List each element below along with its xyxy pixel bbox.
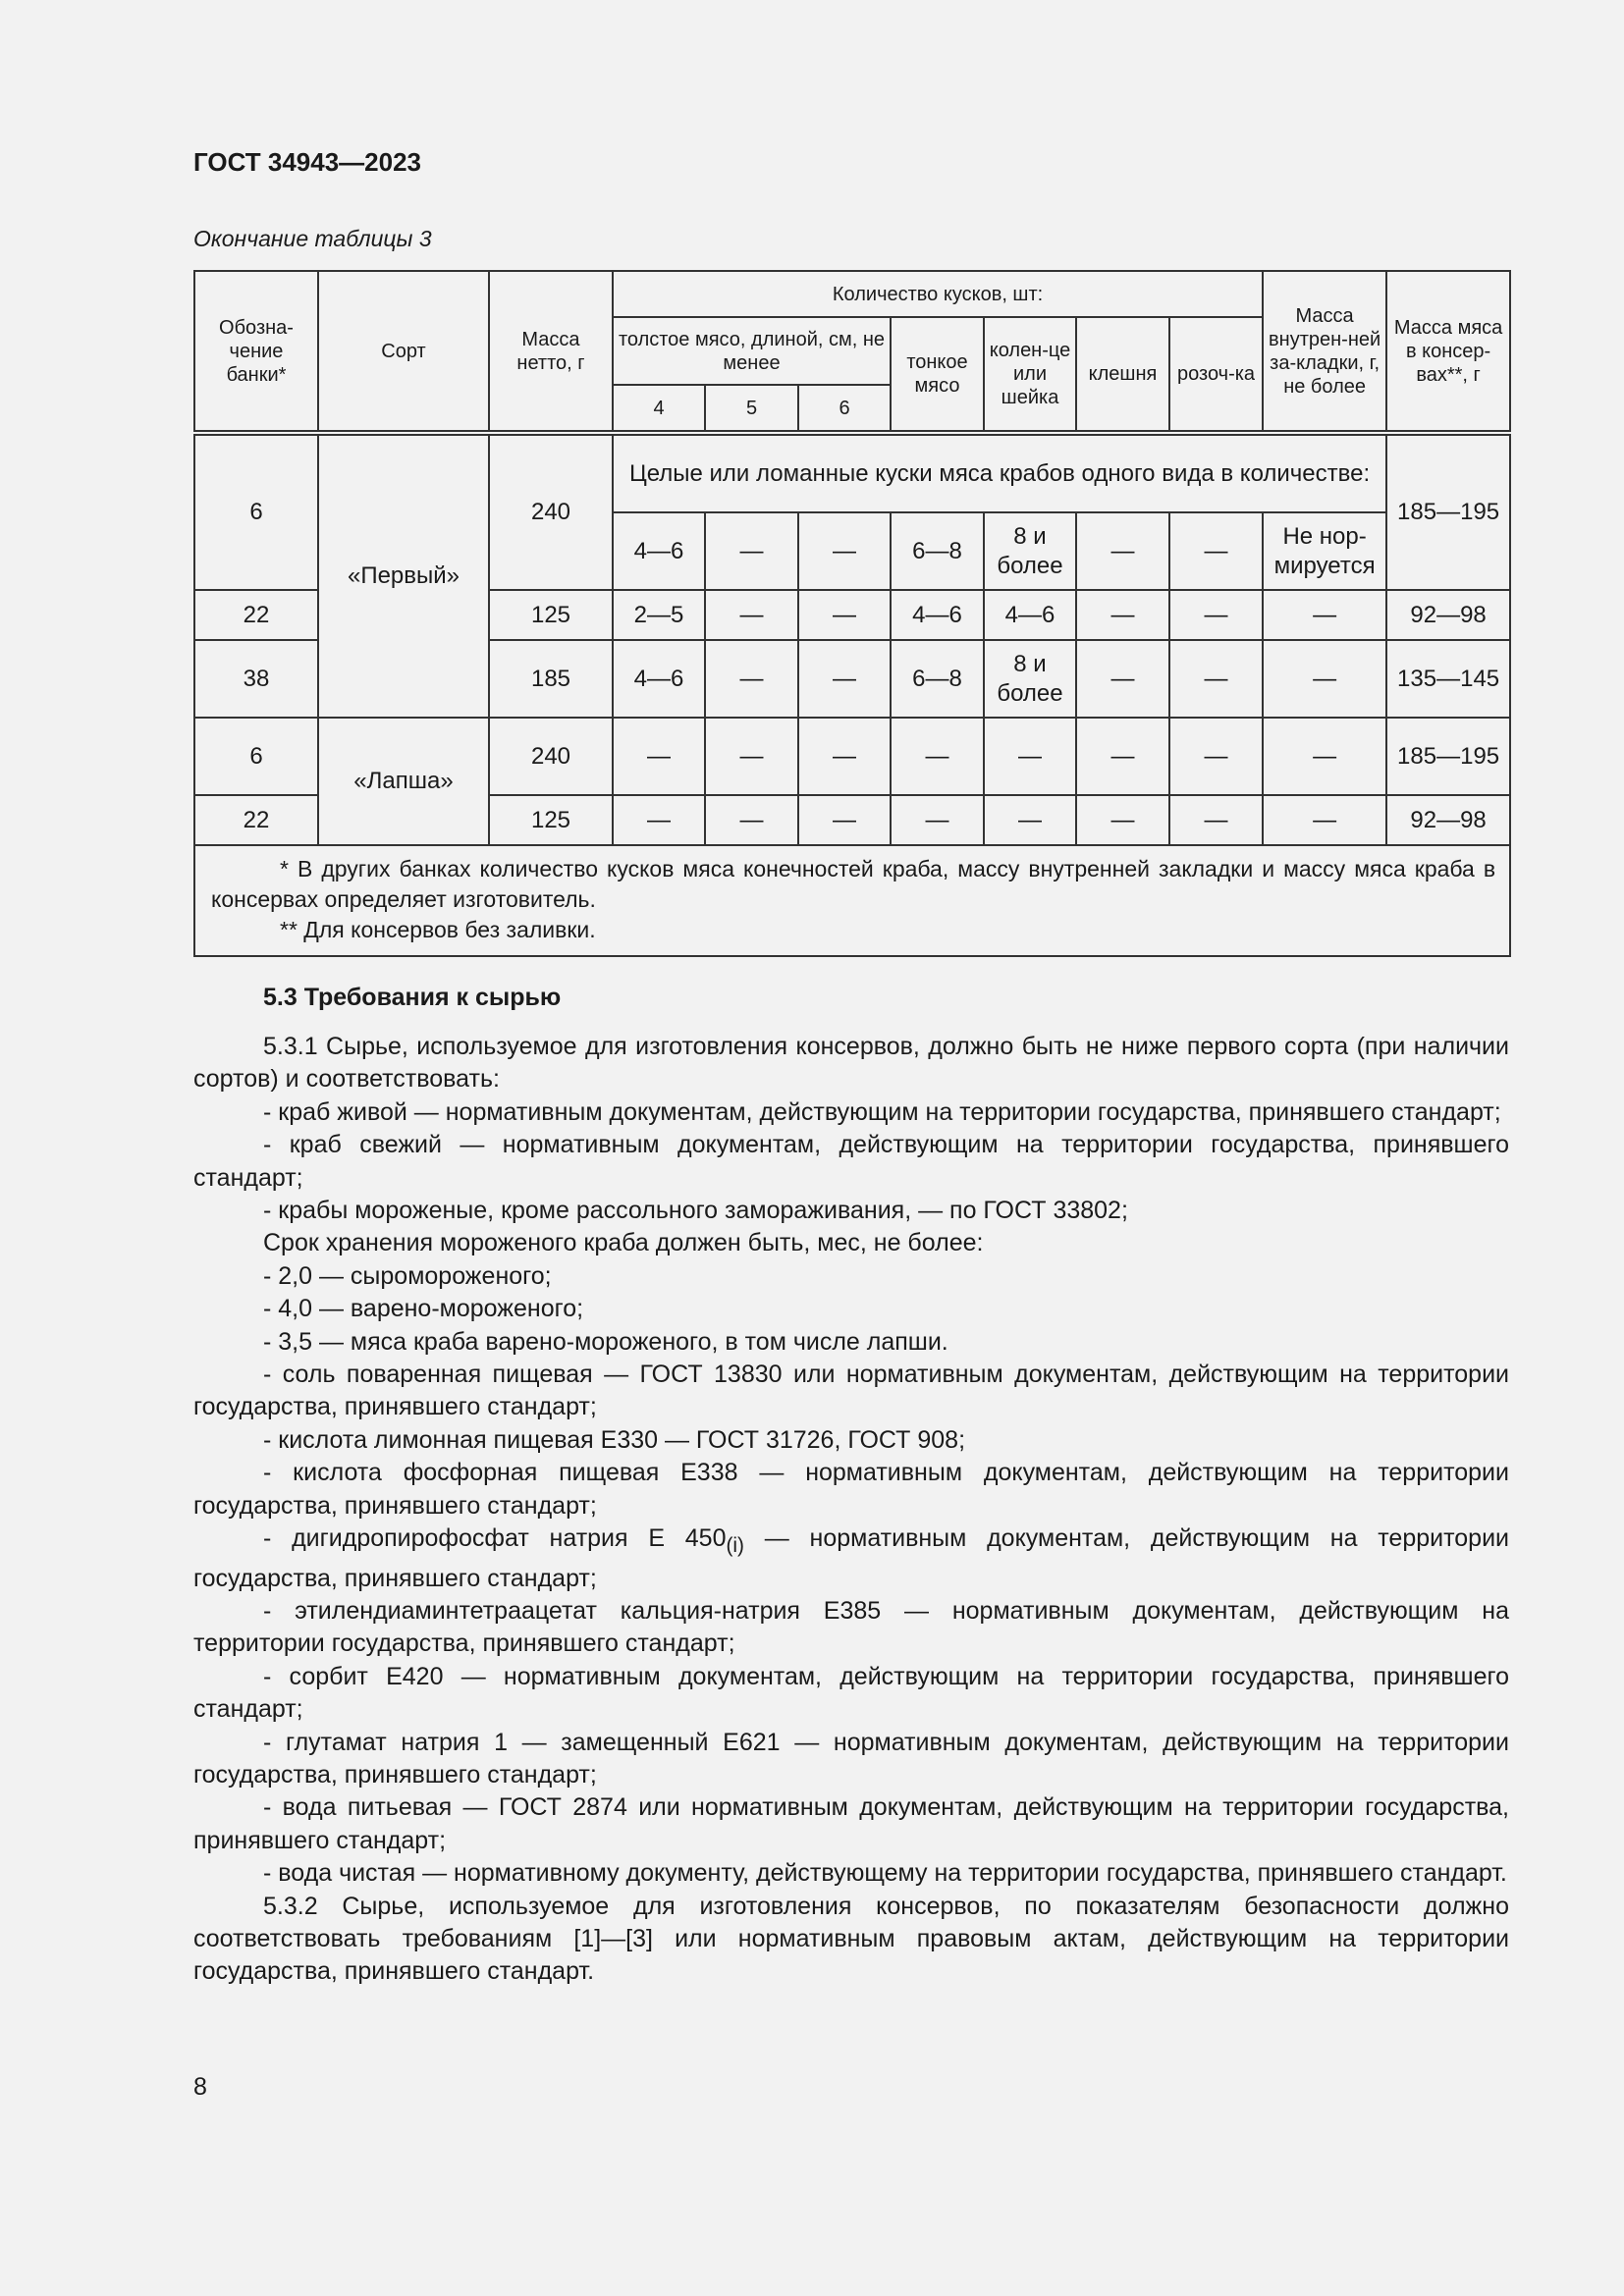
cell-thin: —: [891, 718, 984, 795]
cell-thick-4: 4—6: [613, 640, 705, 718]
cell-meat-mass: 135—145: [1386, 640, 1510, 718]
cell-thick-6: —: [798, 795, 891, 845]
cell-knee: —: [984, 718, 1076, 795]
cell-rose: —: [1169, 640, 1263, 718]
body-text: [193, 1031, 1509, 1989]
e450-subscript: (i): [726, 1534, 744, 1558]
cell-net-mass: 185: [489, 640, 613, 718]
table-note-2: ** Для консервов без заливки.: [280, 917, 596, 942]
paragraph: - краб свежий — нормативным документам, действующим на территории государства, принявшего стандарт;: [193, 1131, 1509, 1192]
cell-insert-mass: —: [1263, 795, 1386, 845]
table-3: [193, 270, 1511, 957]
cell-meat-mass: 185—195: [1386, 718, 1510, 795]
cell-thick-5: —: [705, 512, 798, 590]
table-notes: [194, 845, 1510, 956]
cell-net-mass: 125: [489, 590, 613, 640]
cell-designation: 22: [194, 590, 318, 640]
header-thin-meat: тонкое мясо: [891, 317, 984, 433]
cell-claw: —: [1076, 512, 1169, 590]
paragraph: - вода чистая — нормативному документу, действующему на территории государства, принявшего стандарт.: [263, 1859, 1507, 1888]
paragraph: - этилендиаминтетраацетат кальция-натрия Е385 — нормативным документам, действующим на территории государства, принявшего стандарт;: [193, 1596, 1509, 1658]
cell-insert-mass: —: [1263, 718, 1386, 795]
cell-thick-5: —: [705, 795, 798, 845]
paragraph: - соль поваренная пищевая — ГОСТ 13830 или нормативным документам, действующим на территории государства, принявшего стандарт;: [193, 1361, 1509, 1421]
cell-claw: —: [1076, 718, 1169, 795]
e450-text: - дигидропирофосфат натрия Е 450: [263, 1524, 727, 1553]
paragraph: - 4,0 — варено-мороженого;: [263, 1295, 584, 1323]
paragraph: - кислота фосфорная пищевая Е338 — нормативным документам, действующим на территории государства, принявшего стандарт;: [193, 1459, 1509, 1520]
paragraph: - крабы мороженые, кроме рассольного замораживания, — по ГОСТ 33802;: [263, 1197, 1128, 1225]
cell-claw: —: [1076, 590, 1169, 640]
header-length-6: 6: [798, 385, 891, 433]
header-insert-mass: Масса внутрен-ней за-кладки, г, не более: [1263, 271, 1386, 433]
cell-knee: 8 и более: [984, 512, 1076, 590]
header-claw: клешня: [1076, 317, 1169, 433]
cell-whole-pieces-note: Целые или ломанные куски мяса крабов одного вида в количестве:: [613, 433, 1386, 512]
cell-net-mass: 240: [489, 718, 613, 795]
cell-thin: —: [891, 795, 984, 845]
cell-claw: —: [1076, 640, 1169, 718]
header-thick-meat: толстое мясо, длиной, см, не менее: [613, 317, 891, 385]
cell-thick-6: —: [798, 640, 891, 718]
paragraph: - глутамат натрия 1 — замещенный Е621 — нормативным документам, действующим на территории государства, принявшего стандарт;: [193, 1728, 1509, 1789]
cell-knee: 4—6: [984, 590, 1076, 640]
cell-meat-mass: 185—195: [1386, 433, 1510, 590]
header-net-mass: Масса нетто, г: [489, 271, 613, 433]
cell-designation: 22: [194, 795, 318, 845]
section-title: 5.3 Требования к сырью: [263, 984, 562, 1011]
paragraph: 5.3.1 Сырье, используемое для изготовления консервов, должно быть не ниже первого сорта (при наличии сортов) и соответствовать:: [193, 1033, 1509, 1094]
cell-meat-mass: 92—98: [1386, 590, 1510, 640]
cell-thin: 6—8: [891, 640, 984, 718]
header-knee: колен-це или шейка: [984, 317, 1076, 433]
cell-thick-5: —: [705, 640, 798, 718]
cell-thick-6: —: [798, 590, 891, 640]
cell-net-mass: 240: [489, 433, 613, 590]
cell-designation: 6: [194, 433, 318, 590]
header-length-4: 4: [613, 385, 705, 433]
table-caption: Окончание таблицы 3: [193, 226, 432, 251]
paragraph: - краб живой — нормативным документам, действующим на территории государства, принявшего стандарт;: [263, 1097, 1501, 1126]
cell-grade-first: «Первый»: [318, 433, 489, 718]
cell-rose: —: [1169, 795, 1263, 845]
cell-thick-4: —: [613, 795, 705, 845]
header-length-5: 5: [705, 385, 798, 433]
e450-text-rest: — нормативным документам, действующим на территории государства, принявшего стандарт;: [193, 1524, 1509, 1592]
cell-insert-mass: —: [1263, 640, 1386, 718]
document-header: ГОСТ 34943—2023: [193, 147, 421, 177]
header-grade: Сорт: [318, 271, 489, 433]
paragraph: - кислота лимонная пищевая Е330 — ГОСТ 31726, ГОСТ 908;: [263, 1425, 966, 1454]
cell-thick-4: —: [613, 718, 705, 795]
paragraph: - 3,5 — мяса краба варено-мороженого, в том числе лапши.: [263, 1327, 948, 1356]
cell-grade-noodle: «Лапша»: [318, 718, 489, 845]
paragraph-e450: [193, 1522, 1509, 1595]
page-number: 8: [193, 2073, 207, 2101]
paragraph: - вода питьевая — ГОСТ 2874 или нормативным документам, действующим на территории государства, принявшего стандарт;: [193, 1793, 1509, 1854]
cell-insert-mass: —: [1263, 590, 1386, 640]
paragraph: 5.3.2 Сырье, используемое для изготовления консервов, по показателям безопасности должно соответствовать требованиям [1]—[3] или нормативным правовым актам, действующим на территории государства, принявшего стандарт.: [193, 1892, 1509, 1986]
cell-designation: 6: [194, 718, 318, 795]
cell-thin: 6—8: [891, 512, 984, 590]
cell-thick-6: —: [798, 512, 891, 590]
cell-rose: —: [1169, 512, 1263, 590]
header-rose: розоч-ка: [1169, 317, 1263, 433]
cell-insert-mass: Не нор-мируется: [1263, 512, 1386, 590]
cell-claw: —: [1076, 795, 1169, 845]
cell-rose: —: [1169, 590, 1263, 640]
cell-thick-6: —: [798, 718, 891, 795]
header-pieces: Количество кусков, шт:: [613, 271, 1263, 317]
cell-thick-5: —: [705, 590, 798, 640]
cell-meat-mass: 92—98: [1386, 795, 1510, 845]
cell-thick-4: 4—6: [613, 512, 705, 590]
table-note-1: * В других банках количество кусков мяса конечностей краба, массу внутренней закладки и массу мяса краба в консервах определяет изготовитель.: [211, 856, 1496, 912]
paragraph: - сорбит Е420 — нормативным документам, действующим на территории государства, принявшего стандарт;: [193, 1662, 1509, 1724]
cell-thick-5: —: [705, 718, 798, 795]
cell-rose: —: [1169, 718, 1263, 795]
cell-net-mass: 125: [489, 795, 613, 845]
paragraph: - 2,0 — сыромороженого;: [263, 1261, 552, 1290]
header-designation: Обозна-чение банки*: [194, 271, 318, 433]
cell-knee: 8 и более: [984, 640, 1076, 718]
cell-thin: 4—6: [891, 590, 984, 640]
paragraph: Срок хранения мороженого краба должен быть, мес, не более:: [263, 1229, 984, 1257]
cell-thick-4: 2—5: [613, 590, 705, 640]
cell-designation: 38: [194, 640, 318, 718]
cell-knee: —: [984, 795, 1076, 845]
header-meat-mass: Масса мяса в консер-вах**, г: [1386, 271, 1510, 433]
